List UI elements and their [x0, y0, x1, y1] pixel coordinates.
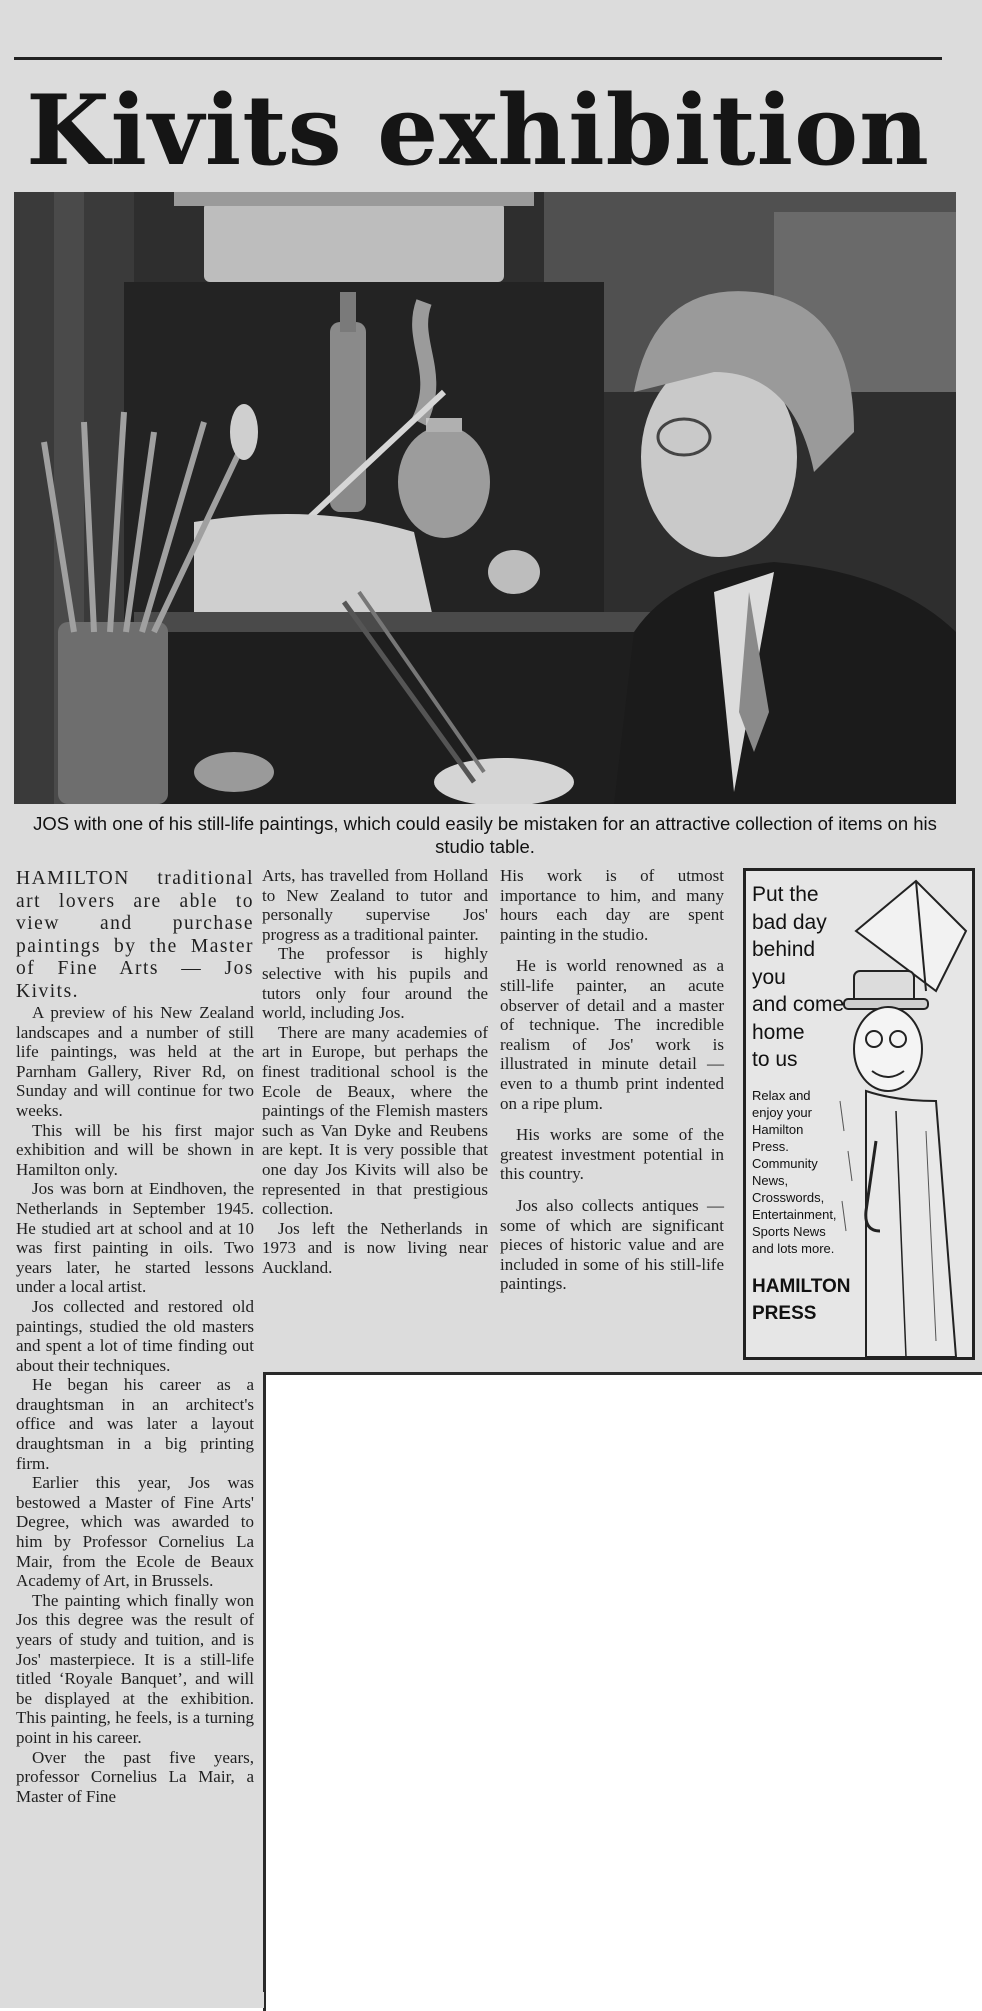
bottom-edge	[14, 1992, 264, 2008]
photo-caption: JOS with one of his still-life paintings, which could easily be mistaken for an attractive collection of items on his studio table.	[33, 813, 937, 857]
article-photo	[14, 192, 956, 804]
article-paragraph: The professor is highly selective with his pupils and tutors only four around the world, including Jos.	[262, 944, 488, 1023]
article-paragraph: His work is of utmost importance to him, and many hours each day are spent painting in the studio.	[500, 866, 724, 944]
article-paragraph: Earlier this year, Jos was bestowed a Master of Fine Arts' Degree, which was awarded to him by Professor Cornelius La Mair, from the Ecole de Beaux Academy of Art, in Brussels.	[16, 1473, 254, 1591]
article-paragraph: There are many academies of art in Europe, but perhaps the finest traditional school is the Ecole de Beaux, where the paintings of the Flemish masters such as Van Dyke and Reubens are kept. It is very possible that one day Jos Kivits will also be represented in that prestigious collection.	[262, 1022, 488, 1219]
ad-brand-line: HAMILTON	[752, 1276, 851, 1297]
ad-headline-line: bad day	[752, 910, 827, 934]
article-paragraph: A preview of his New Zealand landscapes and a number of still life paintings, was held at the Parnham Gallery, River Rd, on Sunday and will continue for two weeks.	[16, 1003, 254, 1120]
article-paragraph: He is world renowned as a still-life painter, an acute observer of detail and a master of technique. The incredible realism of Jos' work is illustrated in minute detail — even to a thumb print indented on a ripe plum.	[500, 956, 724, 1113]
article-column-3	[500, 866, 724, 1294]
photo-illustration	[14, 192, 956, 804]
ad-headline-line: home	[752, 1020, 805, 1044]
ad-body-line: enjoy your	[752, 1105, 812, 1120]
ad-body-line: and lots more.	[752, 1241, 835, 1256]
article-paragraph: Arts, has travelled from Holland to New Zealand to tutor and personally supervise Jos' progress as a traditional painter.	[262, 866, 488, 944]
article-paragraph: Jos was born at Eindhoven, the Netherlands in September 1945. He studied art at school and at 10 was first painting in oils. Two years later, he started lessons under a local artist.	[16, 1179, 254, 1297]
article-column-2	[262, 866, 488, 1277]
headline: Kivits exhibition	[26, 74, 930, 187]
blank-area	[263, 1372, 982, 2011]
article-paragraph: He began his career as a draughtsman in an architect's office and was later a layout draughtsman in a big printing firm.	[16, 1375, 254, 1473]
article-lead-paragraph: HAMILTON traditional art lovers are able to view and purchase paintings by the Master of Fine Arts — Jos Kivits.	[16, 868, 254, 1002]
ad-body-line: Sports News	[752, 1224, 826, 1239]
article-paragraph: His works are some of the greatest investment potential in this country.	[500, 1125, 724, 1184]
top-rule	[14, 57, 942, 60]
ad-body-line: Community	[752, 1156, 818, 1171]
ad-headline-line: to us	[752, 1048, 798, 1071]
ad-headline-line: behind	[752, 938, 816, 961]
ad-body-line: Press.	[752, 1139, 789, 1154]
ad-body-line: Hamilton	[752, 1122, 804, 1137]
article-paragraph: Over the past five years, professor Cornelius La Mair, a Master of Fine	[16, 1747, 254, 1806]
ad-brand-line: PRESS	[752, 1303, 817, 1324]
ad-body-line: Crosswords,	[752, 1190, 825, 1205]
article-paragraph: Jos collected and restored old paintings, studied the old masters and spent a lot of time finding out about their techniques.	[16, 1296, 254, 1375]
article-paragraph: Jos left the Netherlands in 1973 and is now living near Auckland.	[262, 1218, 488, 1277]
ad-headline	[752, 881, 862, 1074]
article-paragraph: The painting which finally won Jos this degree was the result of years of study and tuition, and is Jos' masterpiece. It is a still-life titled ‘Royale Banquet’, and will be displayed at the exhibition. This painting, he feels, is a turning point in his career.	[16, 1590, 254, 1747]
ad-body-line: Relax and	[752, 1088, 811, 1103]
ad-headline-line: Put the	[752, 883, 819, 906]
article-paragraph: Jos also collects antiques — some of which are significant pieces of historic value and are included in some of his still-life paintings.	[500, 1195, 724, 1294]
ad-headline-line: you	[752, 965, 786, 989]
hamilton-press-ad	[743, 868, 975, 1360]
ad-body	[752, 1087, 862, 1257]
article-column-1	[16, 868, 254, 1806]
ad-body-line: Entertainment,	[752, 1207, 837, 1222]
ad-brand-logo	[752, 1273, 868, 1327]
ad-body-line: News,	[752, 1173, 789, 1188]
article-paragraph: This will be his first major exhibition and will be shown in Hamilton only.	[16, 1120, 254, 1179]
ad-headline-line: and come	[752, 993, 845, 1016]
